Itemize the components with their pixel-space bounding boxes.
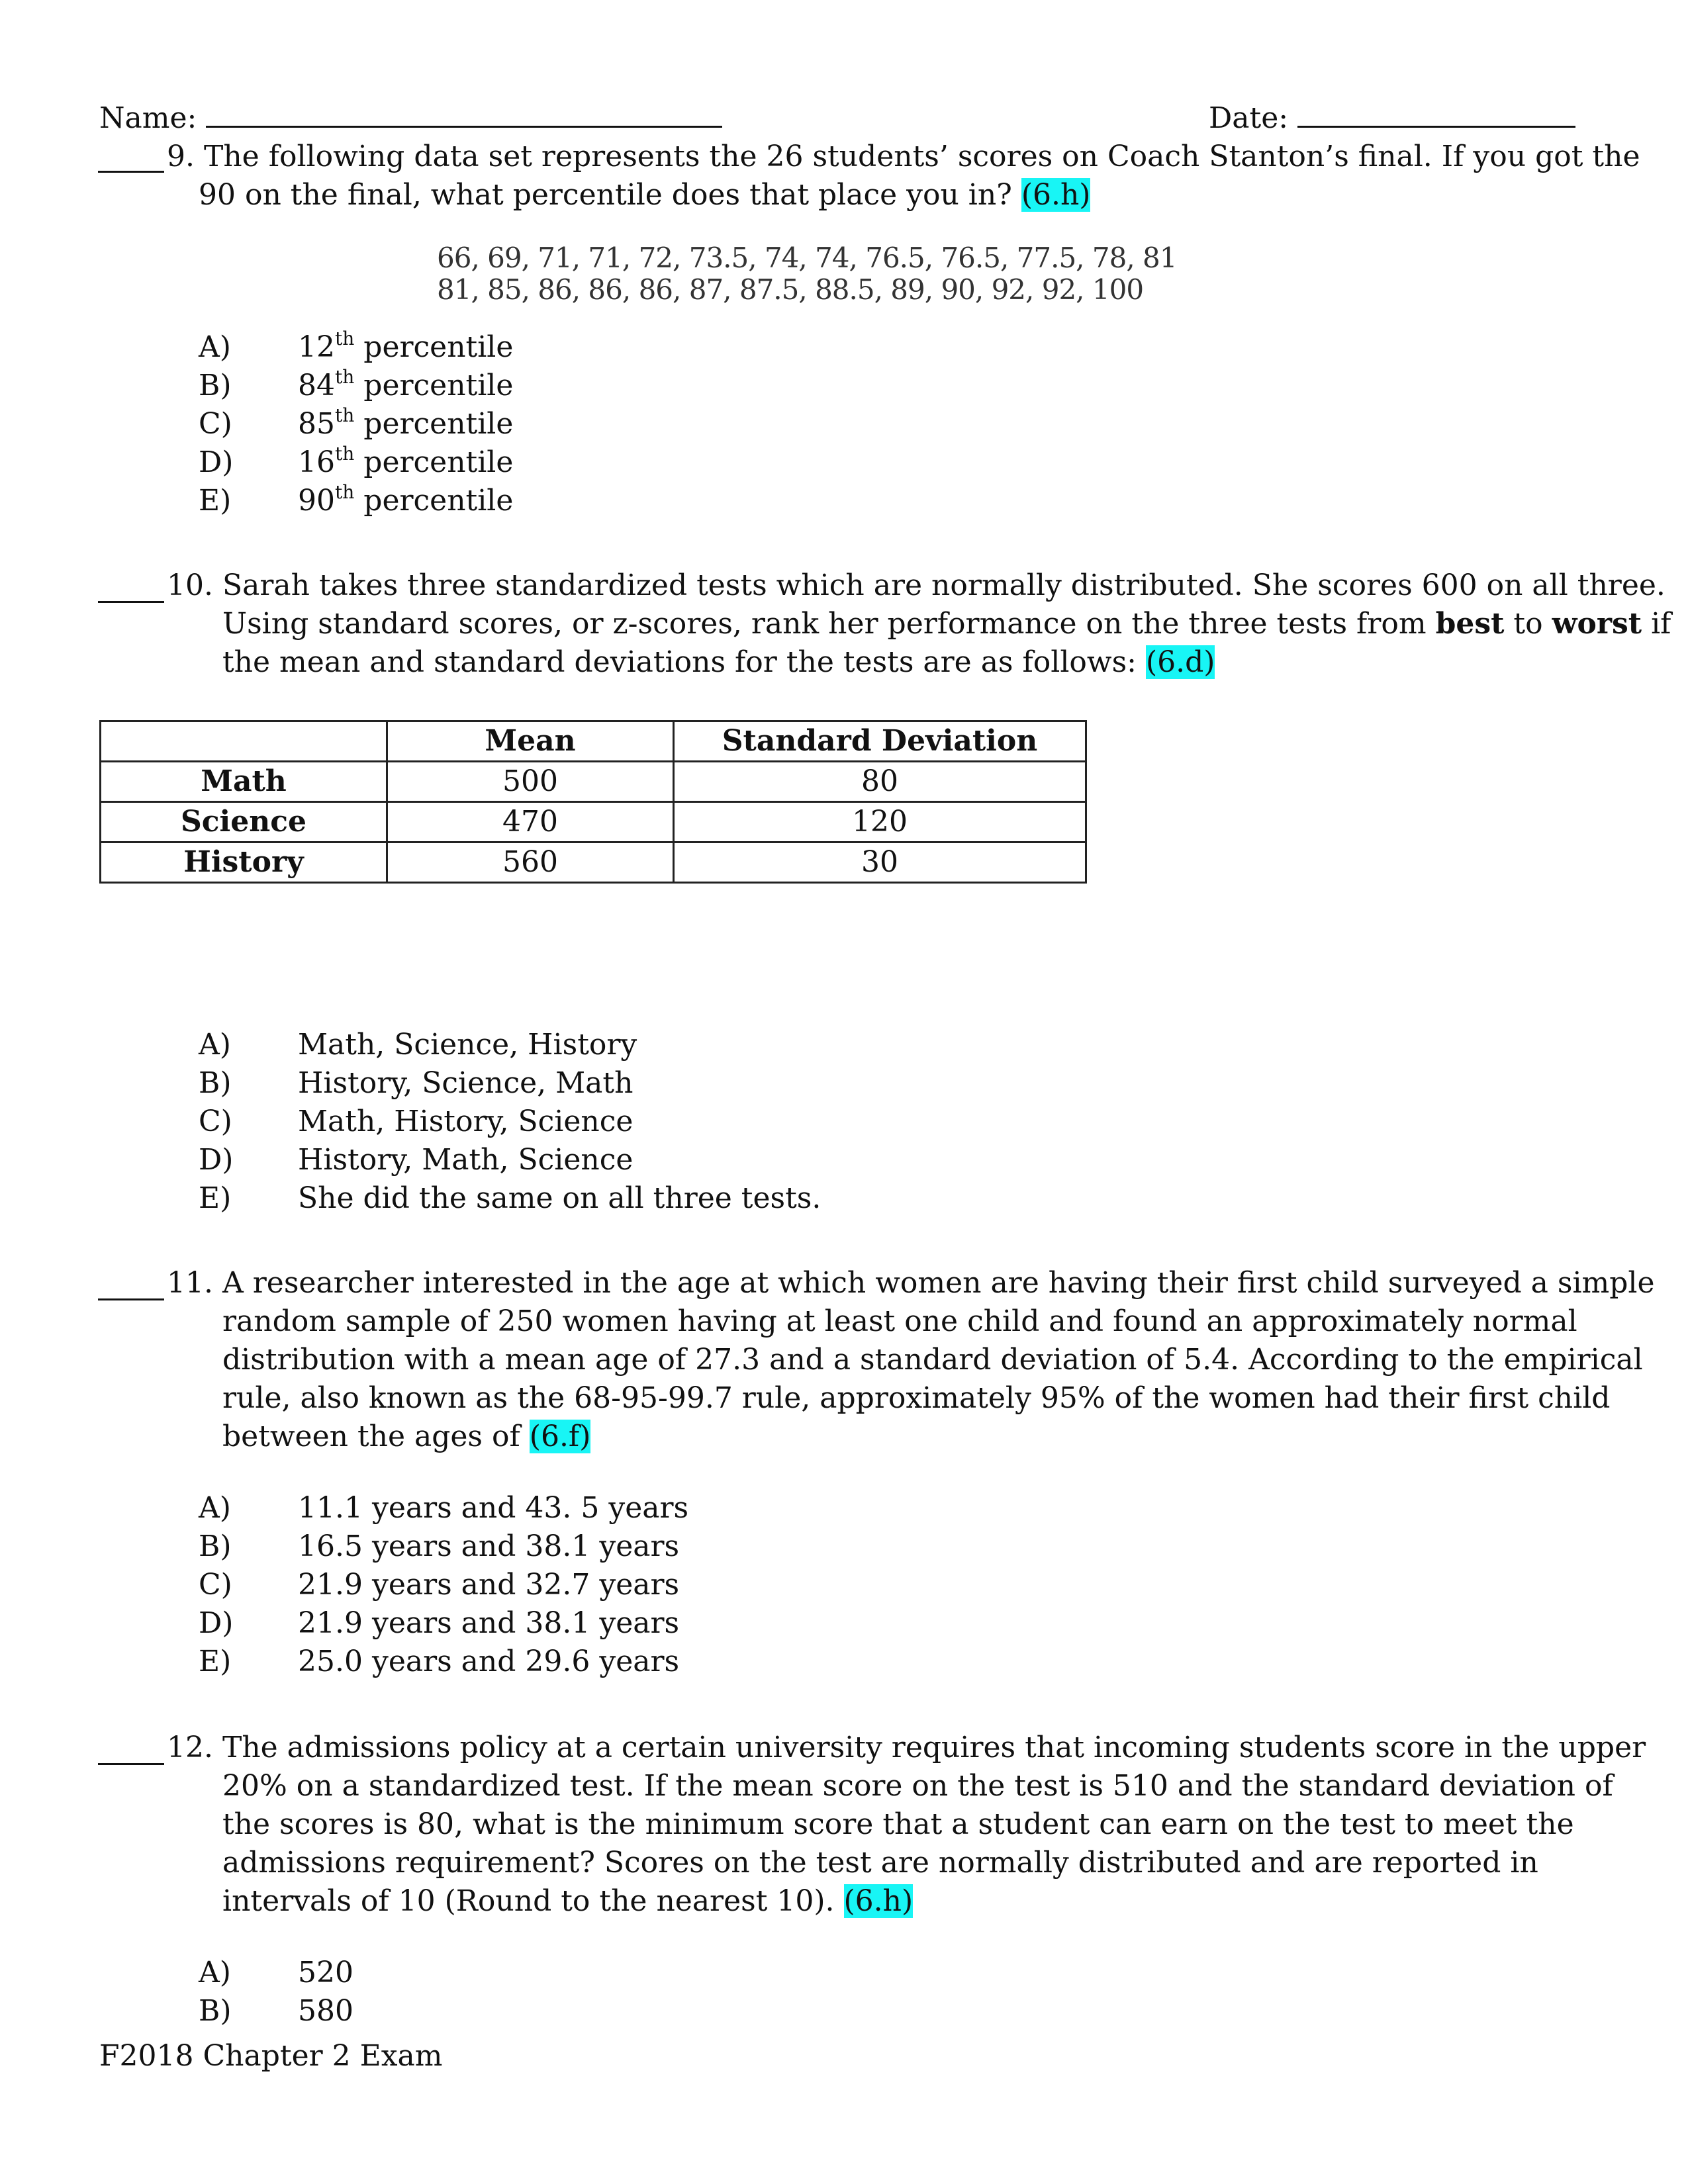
option-letter: B)	[199, 1066, 232, 1100]
option-text: History, Math, Science	[298, 1143, 633, 1177]
option-letter: B)	[199, 1529, 232, 1563]
option-letter: A)	[199, 1491, 231, 1525]
table-cell	[101, 721, 387, 762]
table-row	[101, 842, 1086, 883]
q11-line-5: between the ages of (6.f)	[222, 1420, 591, 1453]
option-text: 21.9 years and 32.7 years	[298, 1568, 680, 1602]
table-cell: 80	[674, 762, 1086, 802]
option-text: 16.5 years and 38.1 years	[298, 1529, 680, 1563]
table-cell: 500	[387, 762, 674, 802]
q10-standard-tag: (6.d)	[1145, 645, 1215, 679]
option-text: 11.1 years and 43. 5 years	[298, 1491, 689, 1525]
date-blank[interactable]	[1297, 126, 1575, 128]
option-text: 580	[298, 1994, 353, 2028]
option-text: 16th percentile	[298, 443, 514, 479]
option-letter: C)	[199, 1568, 232, 1602]
option-letter: D)	[199, 1143, 234, 1177]
q11-line-2: random sample of 250 women having at least one child and found an approximately normal	[222, 1304, 1577, 1338]
q9-line-2: 90 on the final, what percentile does that place you in? (6.h)	[199, 178, 1091, 212]
q9-data-set-line-1: 66, 69, 71, 71, 72, 73.5, 74, 74, 76.5, 76.5, 77.5, 78, 81	[437, 242, 1177, 274]
table-cell: 560	[387, 842, 674, 883]
option-letter: B)	[199, 1994, 232, 2028]
option-text: Math, History, Science	[298, 1105, 633, 1138]
q10-number: 10.	[167, 569, 213, 602]
name-blank[interactable]	[206, 126, 722, 128]
q12-line-2: 20% on a standardized test. If the mean score on the test is 510 and the standard deviation of	[222, 1769, 1613, 1803]
q9-data-set-line-2: 81, 85, 86, 86, 86, 87, 87.5, 88.5, 89, 90, 92, 92, 100	[437, 273, 1144, 306]
q9-line-1: 9. The following data set represents the 26 students’ scores on Coach Stanton’s final. If you got the	[167, 140, 1640, 173]
option-text: She did the same on all three tests.	[298, 1181, 821, 1215]
q12-line-3: the scores is 80, what is the minimum score that a student can earn on the test to meet the	[222, 1807, 1574, 1841]
table-cell: Science	[101, 802, 387, 842]
table-cell: 120	[674, 802, 1086, 842]
answer-blank-9[interactable]	[98, 163, 164, 175]
table-cell: 30	[674, 842, 1086, 883]
footer-exam-title: F2018 Chapter 2 Exam	[99, 2039, 443, 2073]
option-text: 85th percentile	[298, 404, 514, 441]
option-letter: C)	[199, 407, 232, 441]
option-letter: E)	[199, 1645, 232, 1678]
table-cell: History	[101, 842, 387, 883]
q11-number: 11.	[167, 1266, 213, 1300]
q12-line-4: admissions requirement? Scores on the test are normally distributed and are reported in	[222, 1846, 1538, 1880]
q12-line-1: 12. The admissions policy at a certain university requires that incoming students score in the upper	[167, 1731, 1646, 1764]
option-letter: B)	[199, 369, 232, 402]
q11-line-1: 11. A researcher interested in the age at which women are having their first child surveyed a simple	[167, 1266, 1655, 1300]
option-letter: A)	[199, 1028, 231, 1062]
name-field[interactable]	[99, 99, 722, 138]
q10-stats-table	[99, 720, 1087, 884]
q12-number: 12.	[167, 1731, 213, 1764]
q10-line-3: the mean and standard deviations for the tests are as follows: (6.d)	[222, 645, 1215, 679]
table-row	[101, 762, 1086, 802]
option-letter: A)	[199, 1956, 231, 1989]
answer-blank-11[interactable]	[98, 1291, 164, 1303]
q9-standard-tag: (6.h)	[1021, 178, 1091, 212]
option-letter: C)	[199, 1105, 232, 1138]
q11-standard-tag: (6.f)	[529, 1420, 591, 1453]
table-header-row	[101, 721, 1086, 762]
option-text: 84th percentile	[298, 366, 514, 402]
table-row	[101, 802, 1086, 842]
q12-standard-tag: (6.h)	[843, 1884, 914, 1918]
q9-number: 9.	[167, 140, 195, 173]
option-text: Math, Science, History	[298, 1028, 637, 1062]
date-label: Date:	[1209, 101, 1289, 135]
answer-blank-12[interactable]	[98, 1755, 164, 1768]
option-text: 520	[298, 1956, 353, 1989]
option-letter: D)	[199, 1606, 234, 1640]
table-cell: 470	[387, 802, 674, 842]
q11-line-4: rule, also known as the 68-95-99.7 rule, approximately 95% of the women had their first child	[222, 1381, 1611, 1415]
option-letter: A)	[199, 330, 231, 364]
name-label: Name:	[99, 101, 197, 135]
q10-line-2: Using standard scores, or z-scores, rank her performance on the three tests from best to worst if	[222, 607, 1671, 641]
option-text: 90th percentile	[298, 481, 514, 518]
option-text: 12th percentile	[298, 328, 514, 364]
table-header-sd: Standard Deviation	[674, 721, 1086, 762]
option-text: 25.0 years and 29.6 years	[298, 1645, 680, 1678]
option-text: 21.9 years and 38.1 years	[298, 1606, 680, 1640]
table-header-mean: Mean	[387, 721, 674, 762]
table-cell: Math	[101, 762, 387, 802]
q12-line-5: intervals of 10 (Round to the nearest 10). (6.h)	[222, 1884, 914, 1918]
option-letter: E)	[199, 1181, 232, 1215]
q11-line-3: distribution with a mean age of 27.3 and a standard deviation of 5.4. According to the empirical	[222, 1343, 1643, 1377]
date-field[interactable]	[1209, 99, 1575, 138]
option-letter: E)	[199, 484, 232, 518]
answer-blank-10[interactable]	[98, 593, 164, 606]
q10-line-1: 10. Sarah takes three standardized tests which are normally distributed. She scores 600 on all three.	[167, 569, 1665, 602]
option-text: History, Science, Math	[298, 1066, 633, 1100]
option-letter: D)	[199, 445, 234, 479]
